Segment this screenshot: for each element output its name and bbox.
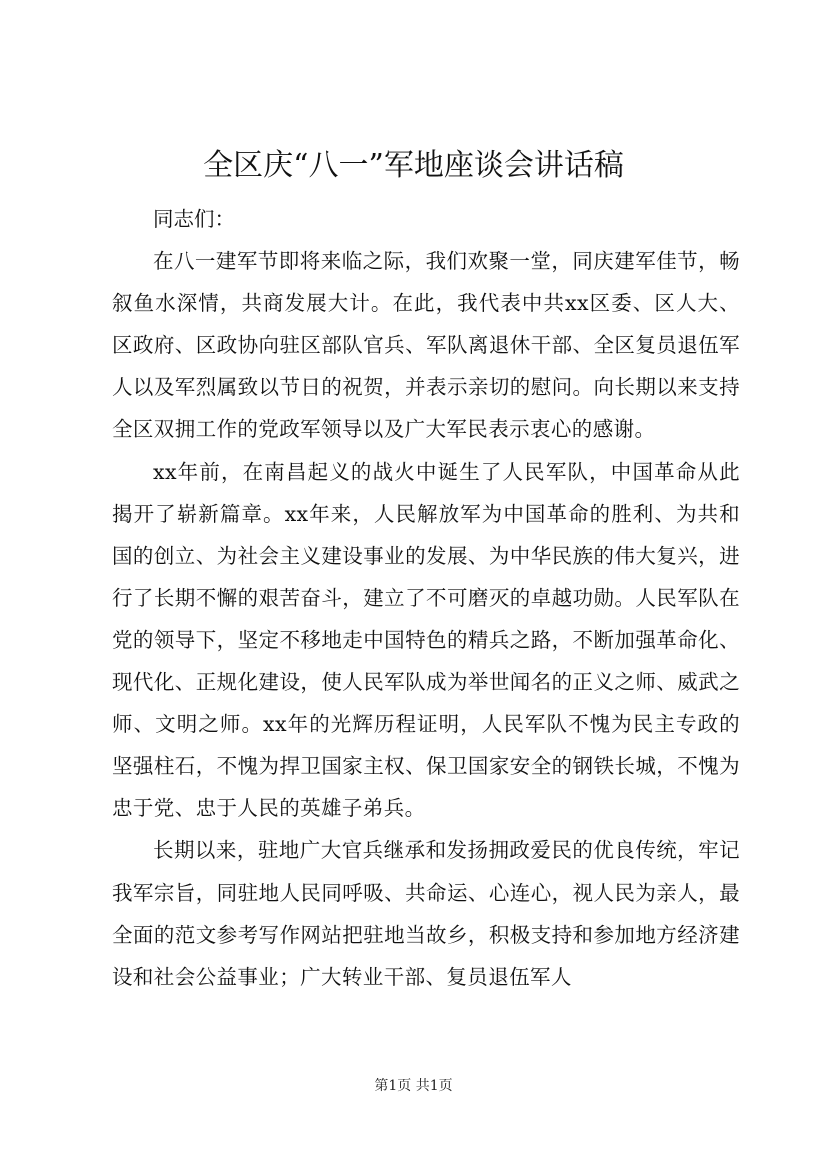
paragraph-3: 长期以来，驻地广大官兵继承和发扬拥政爱民的优良传统，牢记我军宗旨，同驻地人民同呼吸、共命运、心连心，视人民为亲人，最全面的范文参考写作网站把驻地当故乡，积极支持和参加地方经济建设和社会公益事业；广大转业干部、复员退伍军人	[112, 838, 740, 989]
document-title: 全区庆“八一”军地座谈会讲话稿	[203, 148, 624, 183]
salutation: 同志们：	[153, 207, 235, 231]
document-body	[112, 198, 740, 998]
paragraph-1: 在八一建军节即将来临之际，我们欢聚一堂，同庆建军佳节，畅叙鱼水深情，共商发展大计。在此，我代表中共xx区委、区人大、区政府、区政协向驻区部队官兵、军队离退休干部、全区复员退伍军人以及军烈属致以节日的祝贺，并表示亲切的慰问。向长期以来支持全区双拥工作的党政军领导以及广大军民表示衷心的感谢。	[112, 249, 740, 442]
page-footer: 第1页 共1页	[374, 1078, 453, 1094]
paragraph-2: xx年前，在南昌起义的战火中诞生了人民军队，中国革命从此揭开了崭新篇章。xx年来，人民解放军为中国革命的胜利、为共和国的创立、为社会主义建设事业的发展、为中华民族的伟大复兴，进行了长期不懈的艰苦奋斗，建立了不可磨灭的卓越功勋。人民军队在党的领导下，坚定不移地走中国特色的精兵之路，不断加强革命化、现代化、正规化建设，使人民军队成为举世闻名的正义之师、威武之师、文明之师。xx年的光辉历程证明，人民军队不愧为民主专政的坚强柱石，不愧为捍卫国家主权、保卫国家安全的钢铁长城，不愧为忠于党、忠于人民的英雄子弟兵。	[112, 459, 740, 821]
